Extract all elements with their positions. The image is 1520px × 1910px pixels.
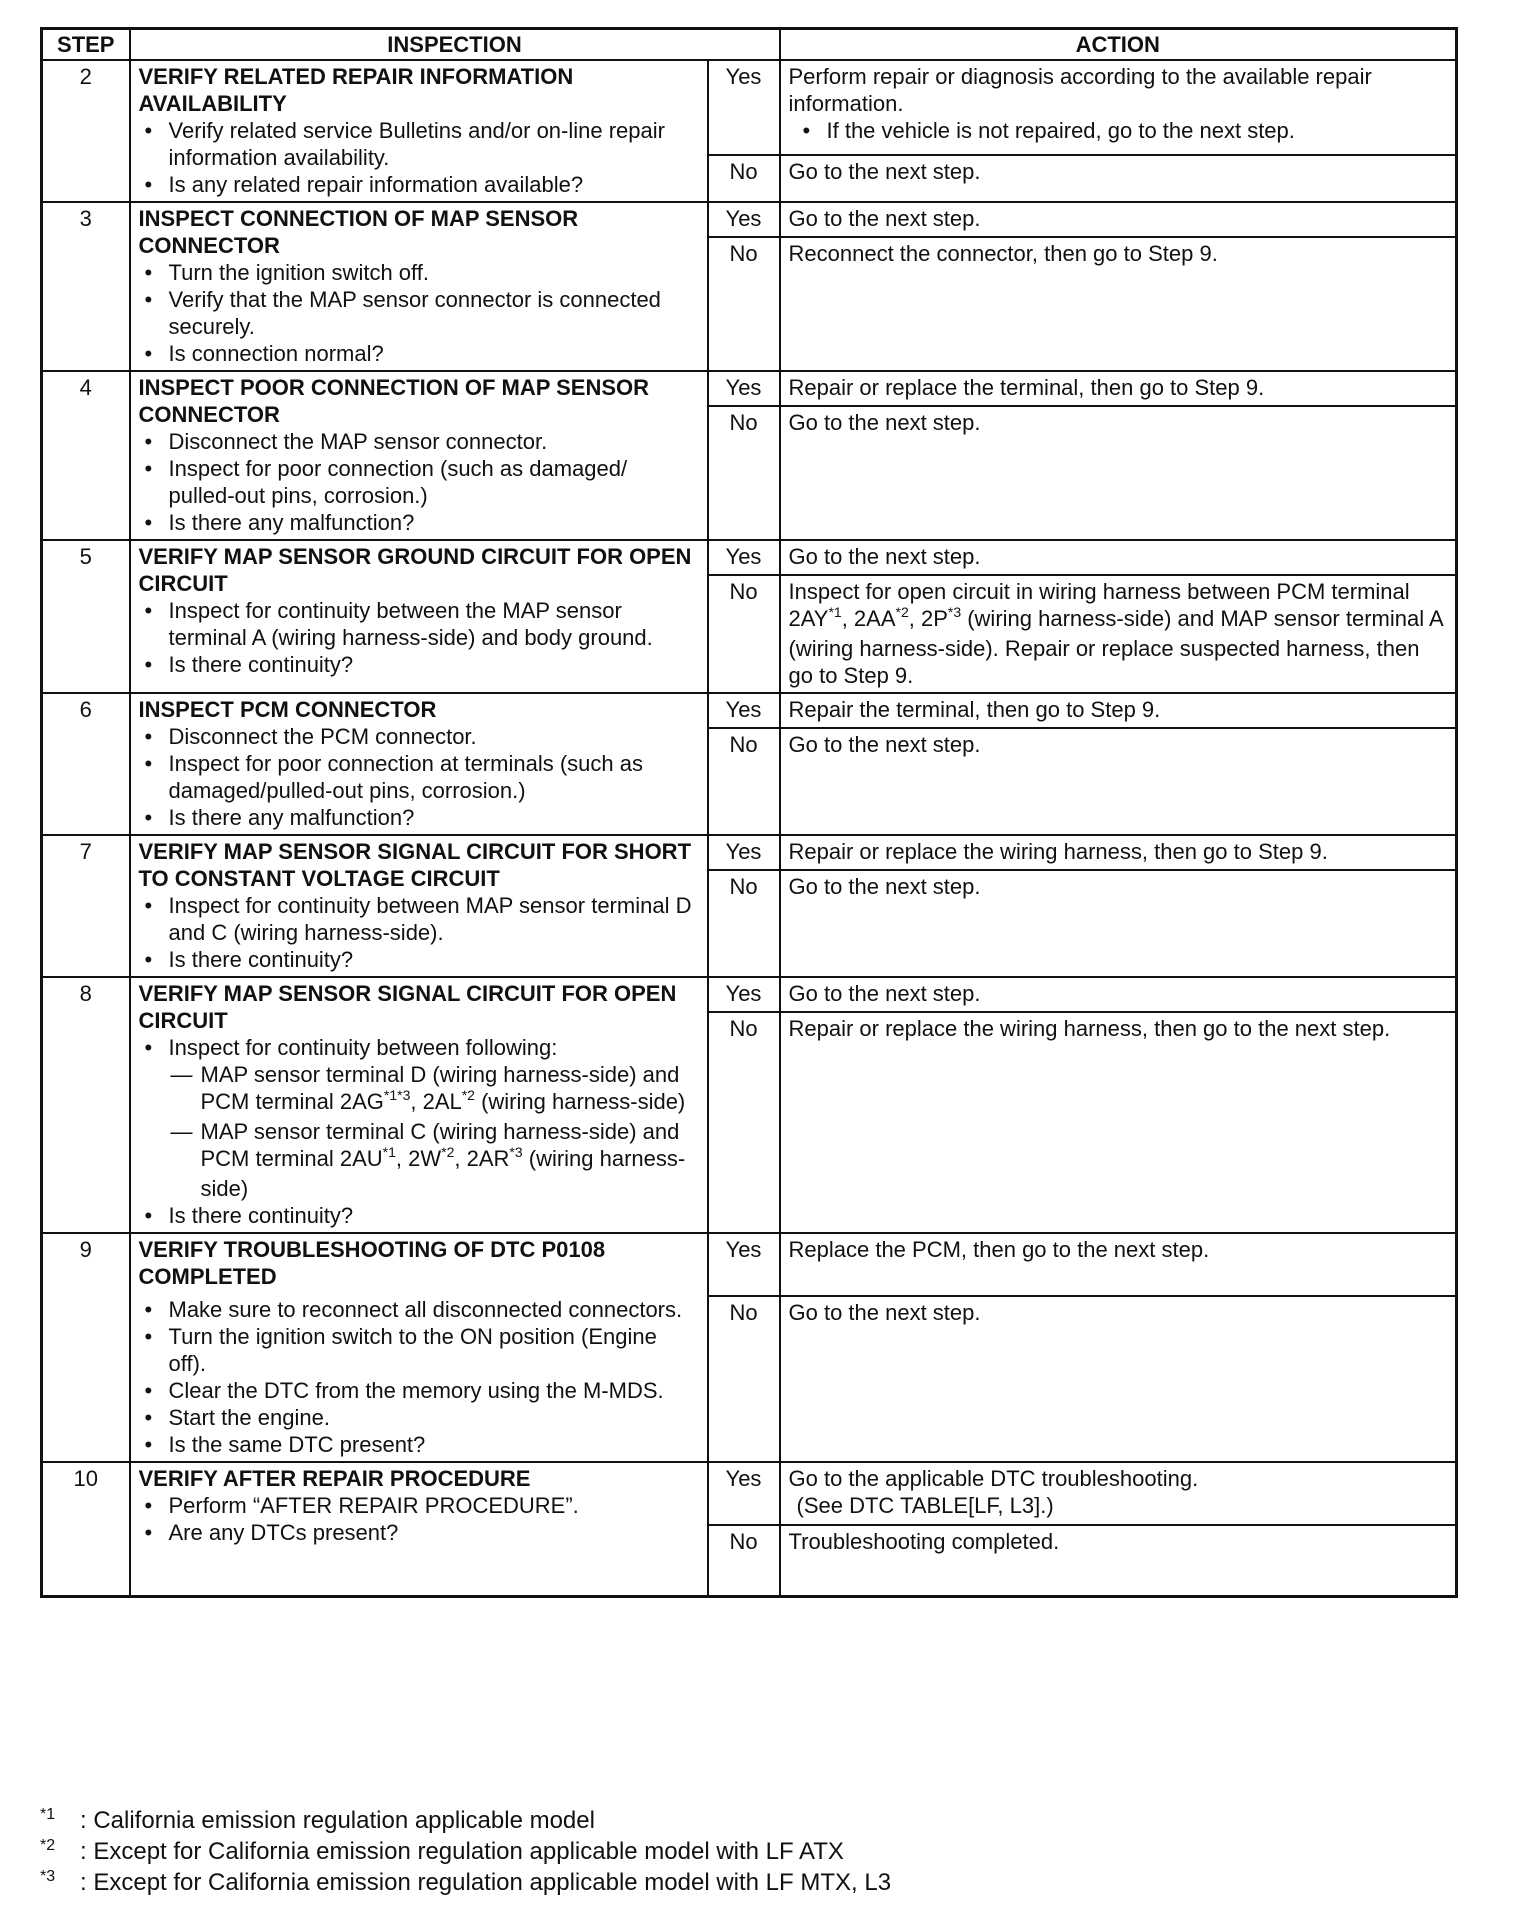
inspection-list [139, 1034, 699, 1061]
step-row [42, 540, 1457, 575]
header-action: ACTION [780, 29, 1457, 61]
inspection-item: • Is there continuity? [169, 1202, 699, 1229]
step-number: 3 [42, 202, 130, 371]
inspection-item: • Is the same DTC present? [169, 1431, 699, 1458]
yes-label: Yes [708, 1233, 780, 1296]
yes-action-text: Perform repair or diagnosis according to the available repair information. [788, 64, 1372, 116]
inspection-title: VERIFY MAP SENSOR SIGNAL CIRCUIT FOR OPEN CIRCUIT [138, 981, 677, 1033]
inspection-item: • Turn the ignition switch off. [169, 259, 699, 286]
inspection-title: VERIFY MAP SENSOR GROUND CIRCUIT FOR OPEN CIRCUIT [138, 544, 692, 596]
inspection-item: • Is there continuity? [169, 651, 699, 678]
no-label: No [708, 1296, 780, 1462]
inspection-title: VERIFY MAP SENSOR SIGNAL CIRCUIT FOR SHORT TO CONSTANT VOLTAGE CIRCUIT [138, 839, 692, 891]
inspection-item: • Make sure to reconnect all disconnected connectors. [169, 1296, 699, 1323]
yes-action-list [789, 117, 1448, 144]
no-action: Repair or replace the wiring harness, then go to the next step. [780, 1012, 1457, 1233]
inspection-list [139, 259, 699, 367]
step-number: 4 [42, 371, 130, 540]
subitem-text: , 2AL [410, 1089, 462, 1114]
inspection-list [139, 117, 699, 198]
no-action: Go to the next step. [780, 1296, 1457, 1462]
no-action: Go to the next step. [780, 728, 1457, 835]
inspection-cell [130, 371, 708, 540]
no-action-text: Inspect for open circuit in wiring harness between PCM terminal 2AY [788, 579, 1410, 631]
yes-action: Go to the next step. [780, 202, 1457, 237]
yes-action [780, 60, 1457, 155]
footnote-ref: *1*3 [383, 1087, 411, 1103]
inspection-title: INSPECT PCM CONNECTOR [138, 697, 437, 722]
inspection-list [139, 428, 699, 536]
no-label: No [708, 237, 780, 371]
inspection-list [139, 1296, 699, 1458]
inspection-item: • Perform “AFTER REPAIR PROCEDURE”. [169, 1492, 699, 1519]
step-number: 7 [42, 835, 130, 977]
footnote-mark: *3 [40, 1868, 56, 1885]
footnote-mark: *2 [40, 1837, 56, 1854]
inspection-title: VERIFY AFTER REPAIR PROCEDURE [138, 1466, 531, 1491]
step-row [42, 202, 1457, 237]
no-label: No [708, 1012, 780, 1233]
inspection-cell [130, 693, 708, 835]
yes-label: Yes [708, 540, 780, 575]
yes-action-sub: • If the vehicle is not repaired, go to the next step. [827, 117, 1448, 144]
yes-action [780, 1462, 1457, 1525]
inspection-sublist [139, 1061, 699, 1202]
inspection-item: • Inspect for continuity between MAP sensor terminal D and C (wiring harness-side). [169, 892, 699, 946]
footnotes [40, 1805, 1480, 1898]
no-label: No [708, 1525, 780, 1597]
inspection-item: • Is there continuity? [169, 946, 699, 973]
inspection-title: VERIFY TROUBLESHOOTING OF DTC P0108 COMPLETED [138, 1237, 606, 1289]
inspection-item: • Verify that the MAP sensor connector is connected securely. [169, 286, 699, 340]
no-action: Go to the next step. [780, 406, 1457, 540]
inspection-item: • Disconnect the PCM connector. [169, 723, 699, 750]
footnote-row [40, 1836, 1480, 1867]
no-action: Reconnect the connector, then go to Step 9. [780, 237, 1457, 371]
inspection-subitem [201, 1118, 699, 1202]
subitem-text: MAP sensor terminal D (wiring harness-side) and PCM terminal 2AG [200, 1062, 680, 1114]
inspection-list [139, 892, 699, 973]
step-number: 9 [42, 1233, 130, 1462]
footnote-ref: *2 [461, 1087, 475, 1103]
subitem-text: (wiring harness-side) [200, 1146, 686, 1201]
inspection-list [139, 1492, 699, 1546]
no-label: No [708, 575, 780, 693]
subitem-text: (wiring harness-side) [474, 1089, 686, 1114]
footnote-ref: *2 [441, 1144, 455, 1160]
yes-action: Go to the next step. [780, 977, 1457, 1012]
footnote-row [40, 1867, 1480, 1898]
procedure-sheet [40, 27, 1455, 1598]
yes-label: Yes [708, 693, 780, 728]
yes-action: Go to the next step. [780, 540, 1457, 575]
inspection-item: • Is connection normal? [169, 340, 699, 367]
inspection-item: • Is there any malfunction? [169, 509, 699, 536]
inspection-item: • Start the engine. [169, 1404, 699, 1431]
step-row [42, 1462, 1457, 1525]
footnote-ref: *3 [947, 604, 962, 620]
no-label: No [708, 406, 780, 540]
inspection-cell [130, 977, 708, 1233]
footnote-row [40, 1805, 1480, 1836]
step-number: 8 [42, 977, 130, 1233]
inspection-subitem [201, 1061, 699, 1118]
inspection-item: • Clear the DTC from the memory using the M-MDS. [169, 1377, 699, 1404]
yes-action-text: Go to the applicable DTC troubleshooting. [788, 1466, 1199, 1491]
inspection-item: • Is there any malfunction? [169, 804, 699, 831]
no-action: Go to the next step. [780, 155, 1457, 202]
inspection-cell [130, 1462, 708, 1597]
footnote-ref: *3 [509, 1144, 523, 1160]
step-number: 6 [42, 693, 130, 835]
step-number: 5 [42, 540, 130, 693]
step-row [42, 371, 1457, 406]
yes-label: Yes [708, 202, 780, 237]
step-row [42, 60, 1457, 155]
footnote-text: : Except for California emission regulation applicable model with LF MTX, L3 [80, 1869, 892, 1896]
inspection-title: VERIFY RELATED REPAIR INFORMATION AVAILABILITY [138, 64, 574, 116]
inspection-title: INSPECT CONNECTION OF MAP SENSOR CONNECTOR [138, 206, 579, 258]
inspection-list [139, 723, 699, 831]
yes-label: Yes [708, 1462, 780, 1525]
step-number: 2 [42, 60, 130, 202]
inspection-item: • Are any DTCs present? [169, 1519, 699, 1546]
no-label: No [708, 728, 780, 835]
troubleshooting-table [40, 27, 1458, 1598]
header-row [42, 29, 1457, 61]
no-action-text: (wiring harness-side) and MAP sensor terminal A (wiring harness-side). Repair or replace suspected harness, then go to Step 9. [788, 606, 1443, 688]
footnote-ref: *1 [382, 1144, 396, 1160]
inspection-item: • Inspect for poor connection at terminals (such as damaged/pulled-out pins, corrosion.) [169, 750, 699, 804]
footnote-text: : Except for California emission regulation applicable model with LF ATX [80, 1838, 844, 1865]
no-action [780, 575, 1457, 693]
yes-label: Yes [708, 977, 780, 1012]
footnote-ref: *2 [895, 604, 909, 620]
inspection-item-text: Inspect for continuity between following: [168, 1035, 558, 1060]
no-action-text: , 2P [908, 606, 948, 631]
header-step: STEP [42, 29, 130, 61]
inspection-cell [130, 540, 708, 693]
step-number: 10 [42, 1462, 130, 1597]
inspection-item: • Is any related repair information available? [169, 171, 699, 198]
yes-action: Repair or replace the wiring harness, then go to Step 9. [780, 835, 1457, 870]
yes-label: Yes [708, 835, 780, 870]
inspection-list [139, 1202, 699, 1229]
no-label: No [708, 870, 780, 977]
inspection-cell [130, 202, 708, 371]
inspection-cell [130, 835, 708, 977]
inspection-item [169, 1034, 699, 1061]
yes-action: Repair the terminal, then go to Step 9. [780, 693, 1457, 728]
subitem-text: MAP sensor terminal C (wiring harness-side) and PCM terminal 2AU [200, 1119, 680, 1171]
subitem-text: , 2AR [454, 1146, 510, 1171]
inspection-list [139, 597, 699, 678]
no-action: Go to the next step. [780, 870, 1457, 977]
inspection-item: • Disconnect the MAP sensor connector. [169, 428, 699, 455]
yes-action: Replace the PCM, then go to the next step. [780, 1233, 1457, 1296]
no-action: Troubleshooting completed. [780, 1525, 1457, 1597]
yes-label: Yes [708, 371, 780, 406]
step-row [42, 977, 1457, 1012]
footnote-ref: *1 [828, 604, 842, 620]
inspection-item: • Verify related service Bulletins and/or on-line repair information availability. [169, 117, 699, 171]
inspection-item: • Turn the ignition switch to the ON position (Engine off). [169, 1323, 699, 1377]
no-label: No [708, 155, 780, 202]
inspection-title: INSPECT POOR CONNECTION OF MAP SENSOR CONNECTOR [138, 375, 650, 427]
subitem-text: , 2W [395, 1146, 442, 1171]
step-row [42, 1233, 1457, 1296]
inspection-cell [130, 60, 708, 202]
inspection-cell [130, 1233, 708, 1462]
step-row [42, 693, 1457, 728]
yes-action: Repair or replace the terminal, then go to Step 9. [780, 371, 1457, 406]
no-action-text: , 2AA [841, 606, 896, 631]
yes-label: Yes [708, 60, 780, 155]
yes-action-text-2: (See DTC TABLE[LF, L3].) [796, 1493, 1054, 1518]
inspection-item: • Inspect for poor connection (such as damaged/ pulled-out pins, corrosion.) [169, 455, 699, 509]
footnote-mark: *1 [40, 1806, 56, 1823]
step-row [42, 835, 1457, 870]
footnote-text: : California emission regulation applicable model [80, 1807, 595, 1834]
inspection-item: • Inspect for continuity between the MAP sensor terminal A (wiring harness-side) and body ground. [169, 597, 699, 651]
header-inspection: INSPECTION [130, 29, 780, 61]
